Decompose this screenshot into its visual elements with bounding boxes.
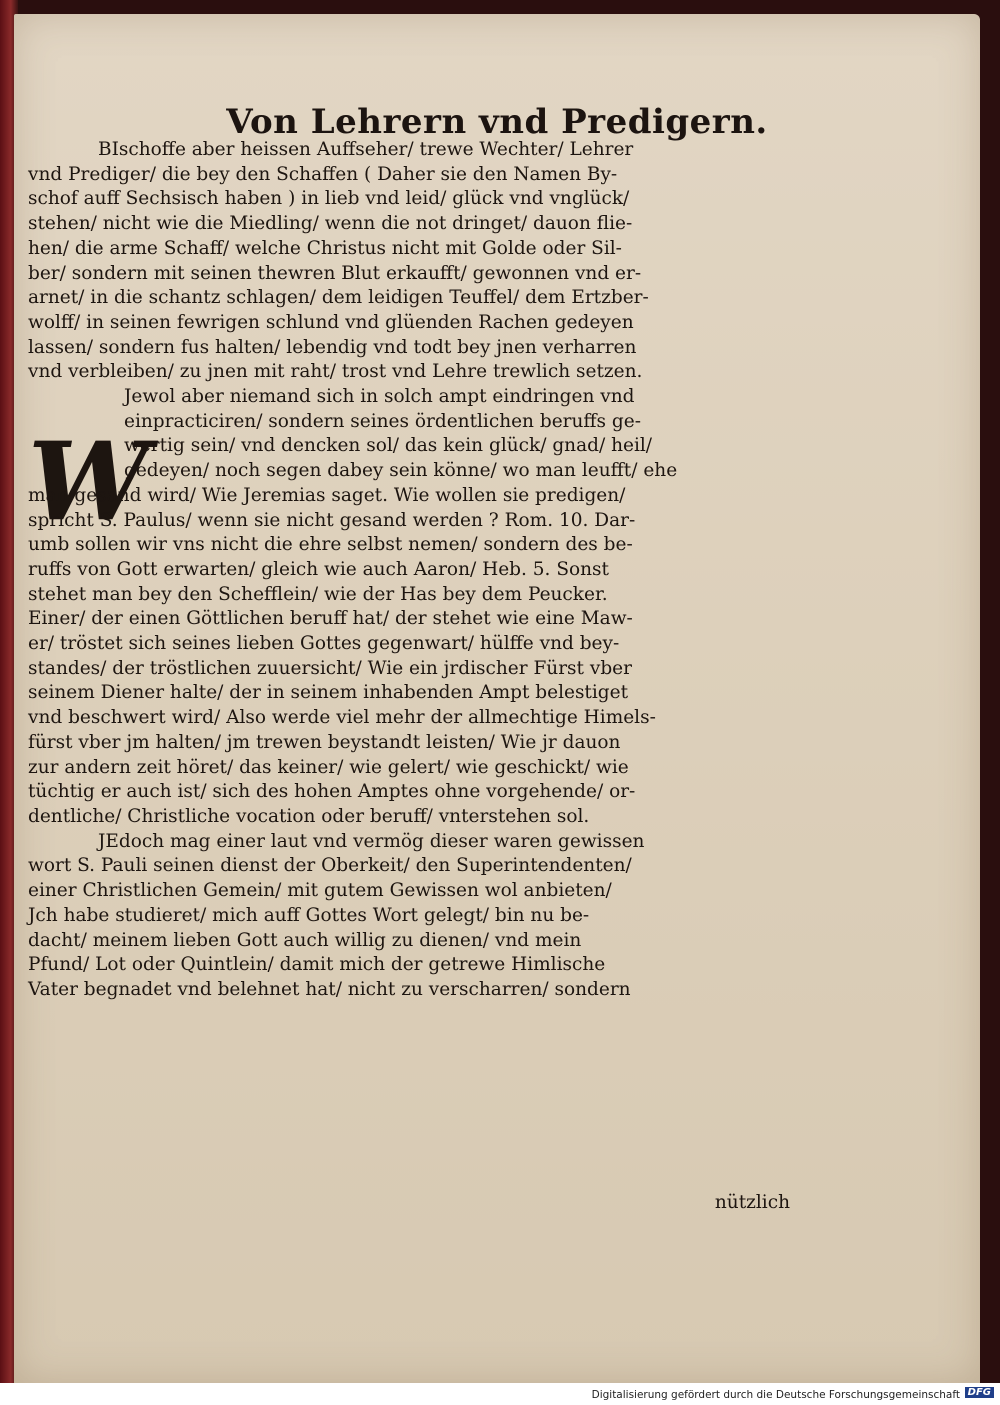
text-line: Einer/ der einen Göttlichen beruff hat/ der stehet wie eine Maw- [28,608,633,630]
text-line: einpracticiren/ sondern seines ördentlichen beruffs ge- [124,410,641,432]
text-line: Vater begnadet vnd belehnet hat/ nicht zu verscharren/ sondern [28,978,631,1000]
text-line: gedeyen/ noch segen dabey sein könne/ wo man leufft/ ehe [124,460,678,482]
text-line: seinem Diener halte/ der in seinem inhabenden Ampt belestiget [28,682,629,704]
text-line: hen/ die arme Schaff/ welche Christus nicht mit Golde oder Sil- [28,237,622,259]
text-line: tüchtig er auch ist/ sich des hohen Amptes ohne vorgehende/ or- [28,781,636,803]
text-line: wertig sein/ vnd dencken sol/ das kein glück/ gnad/ heil/ [124,435,653,457]
text-line: stehet man bey den Schefflein/ wie der Has bey dem Peucker. [28,583,608,605]
text-line: einer Christlichen Gemein/ mit gutem Gewissen wol anbieten/ [28,880,612,902]
text-line: wolff/ in seinen fewrigen schlund vnd glüenden Rachen gedeyen [28,311,634,333]
text-line: Pfund/ Lot oder Quintlein/ damit mich der getrewe Himlische [28,954,606,976]
text-line: ber/ sondern mit seinen thewren Blut erkaufft/ gewonnen vnd er- [28,262,642,284]
text-line: stehen/ nicht wie die Miedling/ wenn die not dringet/ dauon flie- [28,213,633,235]
text-line: Jewol aber niemand sich in solch ampt eindringen vnd [124,386,635,408]
text-line: standes/ der tröstlichen zuuersicht/ Wie ein jrdischer Fürst vber [28,657,632,679]
text-line: vnd verbleiben/ zu jnen mit raht/ trost vnd Lehre trewlich setzen. [28,361,643,383]
dfg-logo: DFG [965,1387,994,1398]
text-line: BIschoffe aber heissen Auffseher/ trewe Wechter/ Lehrer [98,139,634,160]
running-head: Von Lehrern vnd Predigern. [226,102,768,142]
text-line: Jch habe studieret/ mich auff Gottes Wort gelegt/ bin nu be- [28,904,590,926]
text-line: dacht/ meinem lieben Gott auch willig zu dienen/ vnd mein [28,929,582,951]
text-line: lassen/ sondern fus halten/ lebendig vnd todt bey jnen verharren [28,336,637,358]
text-line: man gesand wird/ Wie Jeremias saget. Wie wollen sie predigen/ [28,484,626,506]
text-line: vnd Prediger/ die bey den Schaffen ( Daher sie den Namen By- [28,163,618,185]
text-line: er/ tröstet sich seines lieben Gottes gegenwart/ hülffe vnd bey- [28,633,620,655]
text-line: schof auff Sechsisch haben ) in lieb vnd leid/ glück vnd vnglück/ [28,188,630,210]
text-line: JEdoch mag einer laut vnd vermög dieser waren gewissen [98,830,645,852]
text-line: wort S. Pauli seinen dienst der Oberkeit/ den Superintendenten/ [28,855,632,877]
text-line: dentliche/ Christliche vocation oder beruff/ vnterstehen sol. [28,805,590,827]
drop-capital: W [28,419,150,545]
text-line: umb sollen wir vns nicht die ehre selbst nemen/ sondern des be- [28,534,633,556]
text-line: vnd beschwert wird/ Also werde viel mehr der allmechtige Himels- [28,707,656,729]
text-line: zur andern zeit höret/ das keiner/ wie gelert/ wie geschickt/ wie [28,756,629,778]
text-line: arnet/ in die schantz schlagen/ dem leidigen Teuffel/ dem Ertzber- [28,287,649,309]
text-line: spricht S. Paulus/ wenn sie nicht gesand werden ? Rom. 10. Dar- [28,509,636,531]
catchword: nützlich [714,1192,790,1213]
page-body-text [28,138,808,1003]
text-line: fürst vber jm halten/ jm trewen beystandt leisten/ Wie jr dauon [28,731,621,753]
text-line: ruffs von Gott erwarten/ gleich wie auch Aaron/ Heb. 5. Sonst [28,558,609,580]
funding-credit: Digitalisierung gefördert durch die Deutsche Forschungsgemeinschaft [591,1389,960,1401]
